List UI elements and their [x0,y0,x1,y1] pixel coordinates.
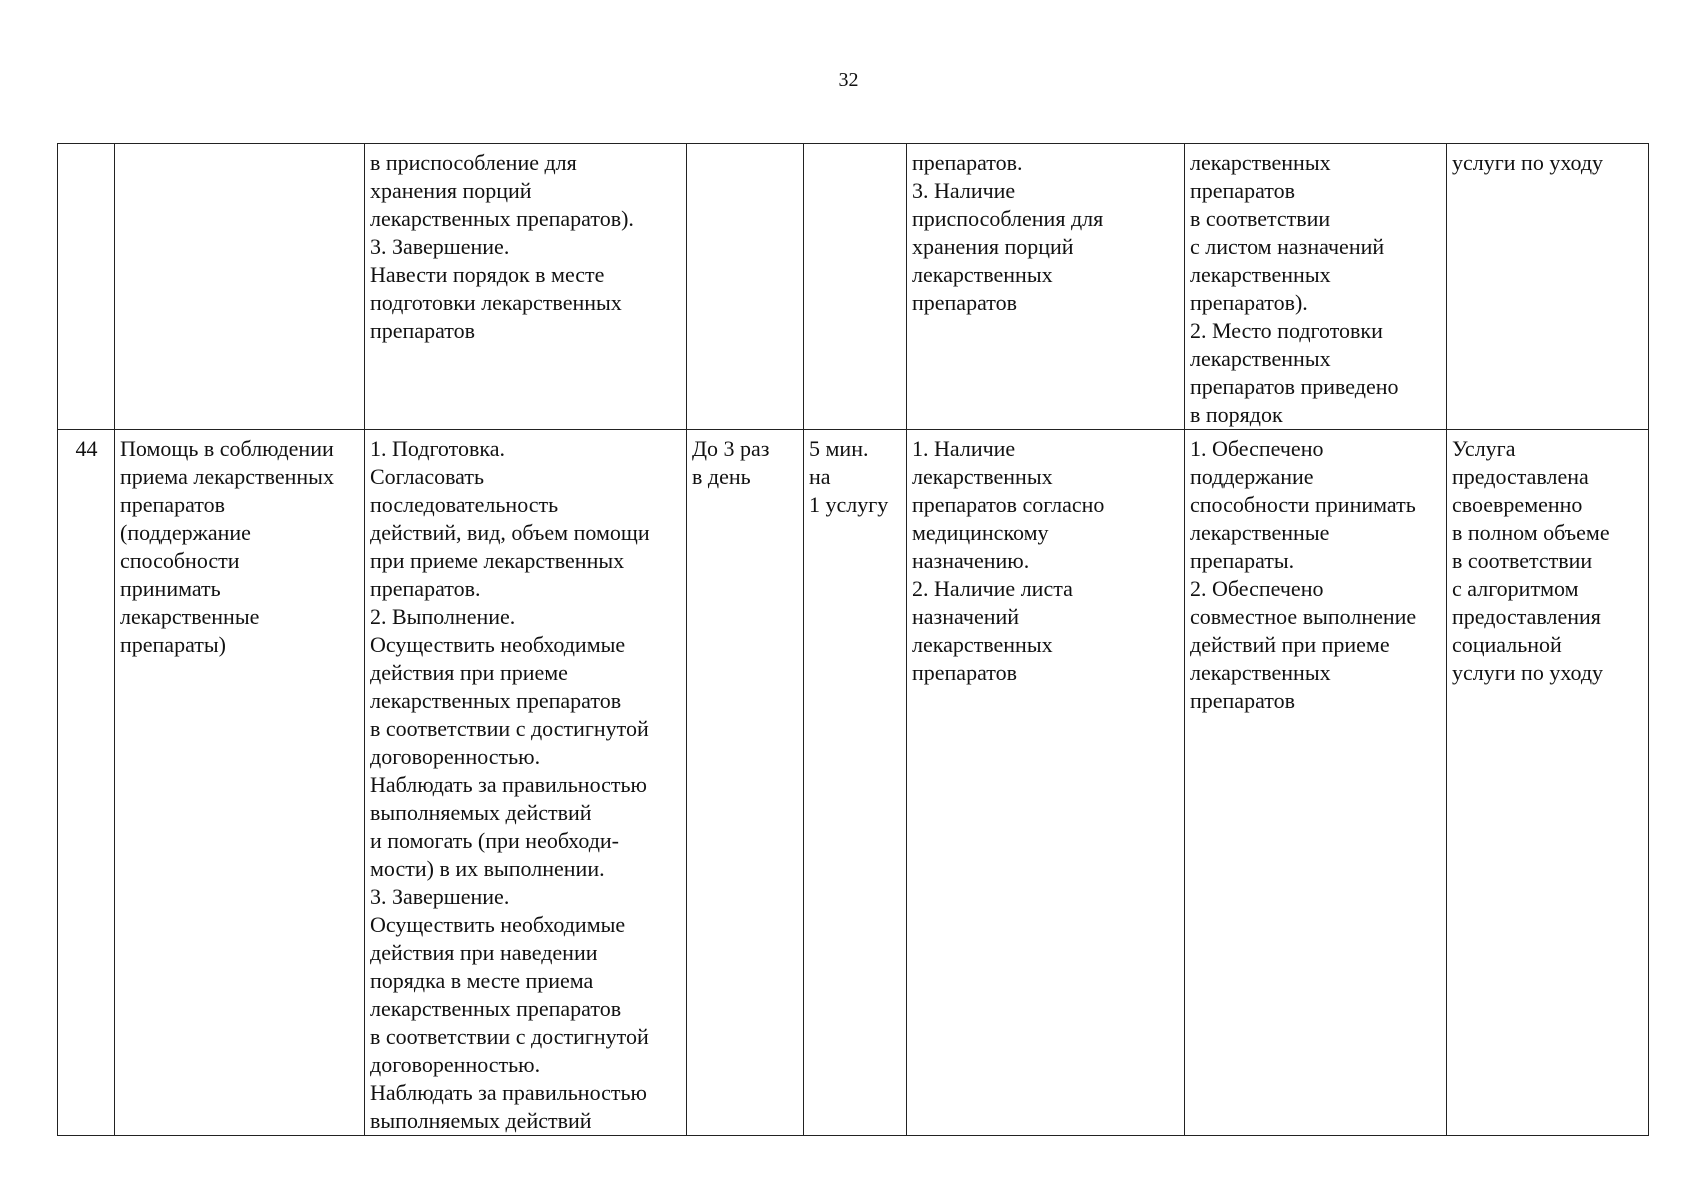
service-name-cell [115,144,365,430]
quality-cell: Услуга предоставлена своевременно в полном объеме в соответствии с алгоритмом предоставления социальной услуги по уходу [1447,430,1649,1136]
services-table [57,143,1649,1136]
procedure-cell: в приспособление для хранения порций лекарственных препаратов). 3. Завершение. Навести порядок в месте подготовки лекарственных препаратов [365,144,687,430]
procedure-cell: 1. Подготовка. Согласовать последовательность действий, вид, объем помощи при приеме лекарственных препаратов. 2. Выполнение. Осуществить необходимые действия при приеме лекарственных препаратов в соответствии с достигнутой договоренностью. Наблюдать за правильностью выполняемых действий и помогать (при необходи- мости) в их выполнении. 3. Завершение. Осуществить необходимые действия при наведении порядка в месте приема лекарственных препаратов в соответствии с достигнутой договоренностью. Наблюдать за правильностью выполняемых действий [365,430,687,1136]
duration-cell: 5 мин. на 1 услугу [804,430,907,1136]
duration-cell [804,144,907,430]
frequency-cell: До 3 раз в день [687,430,804,1136]
service-name-cell: Помощь в соблюдении приема лекарственных препаратов (поддержание способности принимать лекарственные препараты) [115,430,365,1136]
conditions-cell: 1. Наличие лекарственных препаратов согласно медицинскому назначению. 2. Наличие листа назначений лекарственных препаратов [907,430,1185,1136]
quality-cell: услуги по уходу [1447,144,1649,430]
results-cell: лекарственных препаратов в соответствии с листом назначений лекарственных препаратов). 2. Место подготовки лекарственных препаратов приведено в порядок [1185,144,1447,430]
row-number-cell: 44 [58,430,115,1136]
frequency-cell [687,144,804,430]
page-number: 32 [838,69,859,91]
table-row [58,430,1649,1136]
table-row [58,144,1649,430]
row-number-cell [58,144,115,430]
conditions-cell: препаратов. 3. Наличие приспособления для хранения порций лекарственных препаратов [907,144,1185,430]
results-cell: 1. Обеспечено поддержание способности принимать лекарственные препараты. 2. Обеспечено совместное выполнение действий при приеме лекарственных препаратов [1185,430,1447,1136]
